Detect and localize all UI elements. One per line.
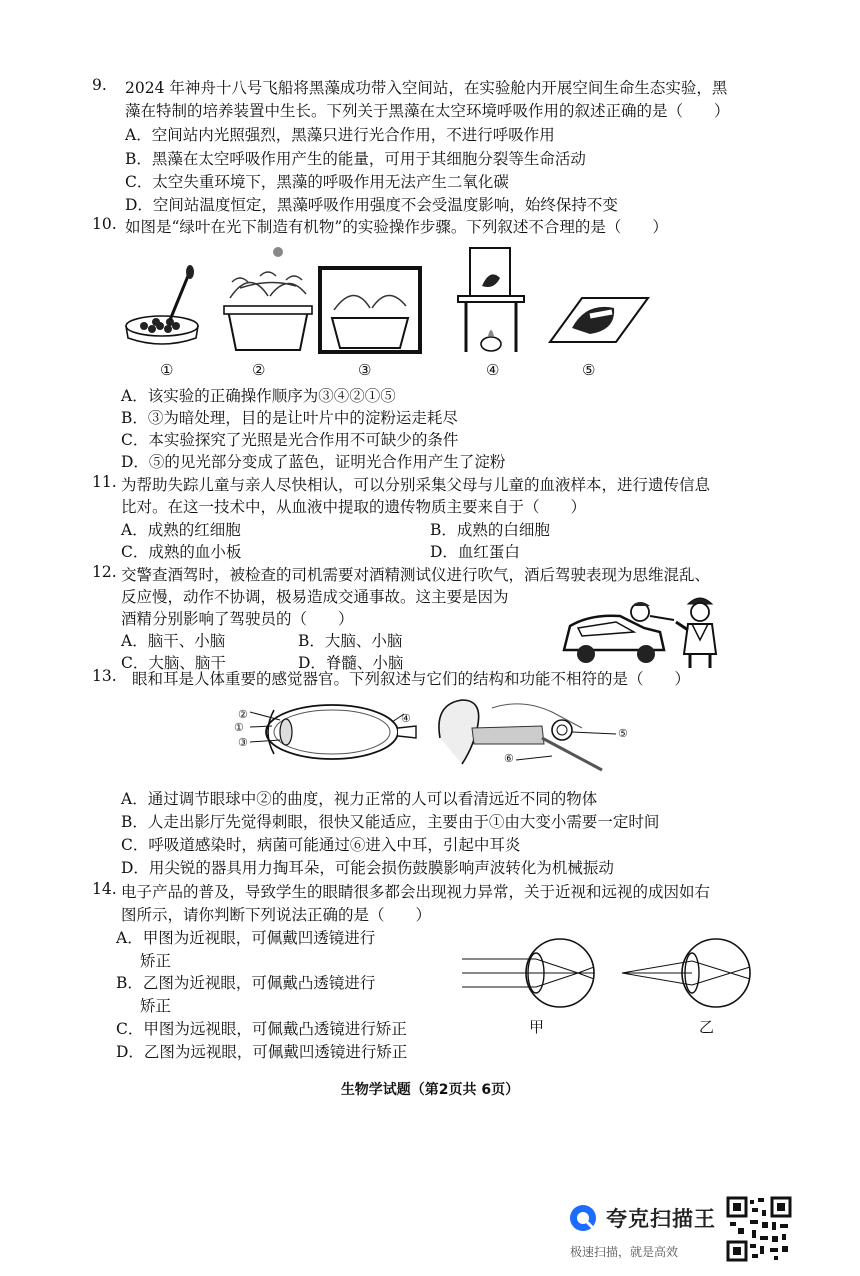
ear-structure-diagram <box>432 694 632 774</box>
q9-option-b: B．黑藻在太空呼吸作用产生的能量，可用于其细胞分裂等生命活动 <box>125 150 586 168</box>
q12-option-b: B．大脑、小脑 <box>298 632 403 650</box>
brand-logo-icon <box>568 1203 598 1233</box>
q14-option-c: C．甲图为远视眼，可佩戴凸透镜进行矫正 <box>116 1020 407 1038</box>
q9-option-d: D．空间站温度恒定，黑藻呼吸作用强度不会受温度影响，始终保持不变 <box>125 196 618 214</box>
eye-label-3: ③ <box>238 736 248 749</box>
q10-option-b: B．③为暗处理，目的是让叶片中的淀粉运走耗尽 <box>121 409 458 427</box>
q11-option-a: A．成熟的红细胞 <box>121 521 241 539</box>
q12-stem-line-2: 反应慢，动作不协调，极易造成交通事故。这主要是因为 <box>121 588 509 606</box>
step4-label: ④ <box>486 361 500 379</box>
q9-number: 9. <box>92 76 107 94</box>
eye-label-1: ① <box>234 721 244 734</box>
figure-label-yi: 乙 <box>699 1018 715 1036</box>
q13-option-a: A．通过调节眼球中②的曲度，视力正常的人可以看清远近不同的物体 <box>121 790 598 808</box>
step3-label: ③ <box>358 361 372 379</box>
q10-option-a: A．该实验的正确操作顺序为③④②①⑤ <box>121 387 396 405</box>
q12-option-a: A．脑干、小脑 <box>121 632 226 650</box>
ear-label-6: ⑥ <box>504 752 514 765</box>
q12-option-c: C．大脑、脑干 <box>121 654 226 672</box>
q14-number: 14. <box>92 880 117 898</box>
police-breath-test-illustration <box>560 590 740 670</box>
photosynthesis-experiment-figure <box>120 238 660 358</box>
q14-option-d: D．乙图为远视眼，可佩戴凹透镜进行矫正 <box>116 1043 408 1061</box>
eye-focus-diagram-yi <box>622 935 762 1015</box>
q12-stem-line-3: 酒精分别影响了驾驶员的（ ） <box>121 610 354 628</box>
q14-stem-line-2: 图所示，请你判断下列说法正确的是（ ） <box>121 906 432 924</box>
step1-label: ① <box>160 361 174 379</box>
page-footer: 生物学试题（第2页共 6页） <box>340 1082 520 1098</box>
q14-option-b-cont: 矫正 <box>140 997 172 1015</box>
q13-stem: 眼和耳是人体重要的感觉器官。下列叙述与它们的结构和功能不相符的是（ ） <box>132 670 691 688</box>
q9-option-c: C．太空失重环境下，黑藻的呼吸作用无法产生二氧化碳 <box>125 173 509 191</box>
q14-option-b: B．乙图为近视眼，可佩戴凸透镜进行 <box>116 974 376 992</box>
q10-number: 10. <box>92 215 117 233</box>
q14-option-a: A．甲图为近视眼，可佩戴凹透镜进行 <box>116 929 376 947</box>
q13-option-d: D．用尖锐的器具用力掏耳朵，可能会损伤鼓膜影响声波转化为机械振动 <box>121 859 614 877</box>
eye-label-4: ④ <box>401 712 411 725</box>
q13-number: 13. <box>92 667 117 685</box>
brand-slogan: 极速扫描，就是高效 <box>570 1245 679 1259</box>
q14-stem-line-1: 电子产品的普及，导致学生的眼睛很多都会出现视力异常，关于近视和远视的成因如右 <box>121 883 711 901</box>
eye-structure-diagram <box>232 702 422 762</box>
q10-option-d: D．⑤的见光部分变成了蓝色，证明光合作用产生了淀粉 <box>121 453 506 471</box>
step5-leaf-illustration <box>550 298 648 342</box>
qr-code-icon <box>726 1196 792 1262</box>
q12-option-d: D．脊髓、小脑 <box>298 654 404 672</box>
step3-dark-box-illustration <box>320 268 420 352</box>
q14-option-a-cont: 矫正 <box>140 952 172 970</box>
step1-dish-illustration <box>126 265 198 344</box>
q11-stem-line-1: 为帮助失踪儿童与亲人尽快相认，可以分别采集父母与儿童的血液样本，进行遗传信息 <box>121 476 711 494</box>
brand-name: 夸克扫描王 <box>606 1207 716 1231</box>
step2-label: ② <box>252 361 266 379</box>
q9-stem-line-1: 2024 年神舟十八号飞船将黑藻成功带入空间站，在实验舱内开展空间生命生态实验，黑 <box>125 79 728 97</box>
eye-focus-diagram-jia <box>462 935 612 1015</box>
q11-number: 11. <box>92 473 117 491</box>
q11-option-c: C．成熟的血小板 <box>121 543 242 561</box>
q11-stem-line-2: 比对。在这一技术中，从血液中提取的遗传物质主要来自于（ ） <box>121 498 587 516</box>
eye-label-2: ② <box>238 708 248 721</box>
ear-label-5: ⑤ <box>618 727 628 740</box>
q9-option-a: A．空间站内光照强烈，黑藻只进行光合作用，不进行呼吸作用 <box>125 126 555 144</box>
q10-stem: 如图是“绿叶在光下制造有机物”的实验操作步骤。下列叙述不合理的是（ ） <box>125 218 668 236</box>
step2-plant-illustration <box>224 247 312 350</box>
q11-option-d: D．血红蛋白 <box>430 543 520 561</box>
q9-stem-line-2: 藻在特制的培养装置中生长。下列关于黑藻在太空环境呼吸作用的叙述正确的是（ ） <box>125 102 730 120</box>
q10-option-c: C．本实验探究了光照是光合作用不可缺少的条件 <box>121 431 459 449</box>
q13-option-b: B．人走出影厅先觉得刺眼，很快又能适应，主要由于①由大变小需要一定时间 <box>121 813 660 831</box>
q12-number: 12. <box>92 563 117 581</box>
step4-heating-illustration <box>458 248 524 352</box>
q13-option-c: C．呼吸道感染时，病菌可能通过⑥进入中耳，引起中耳炎 <box>121 836 521 854</box>
q12-stem-line-1: 交警查酒驾时，被检查的司机需要对酒精测试仪进行吹气，酒后驾驶表现为思维混乱、 <box>121 566 711 584</box>
q11-option-b: B．成熟的白细胞 <box>430 521 550 539</box>
figure-label-jia: 甲 <box>529 1018 545 1036</box>
scanner-brand-watermark <box>564 1199 734 1261</box>
step5-label: ⑤ <box>582 361 596 379</box>
